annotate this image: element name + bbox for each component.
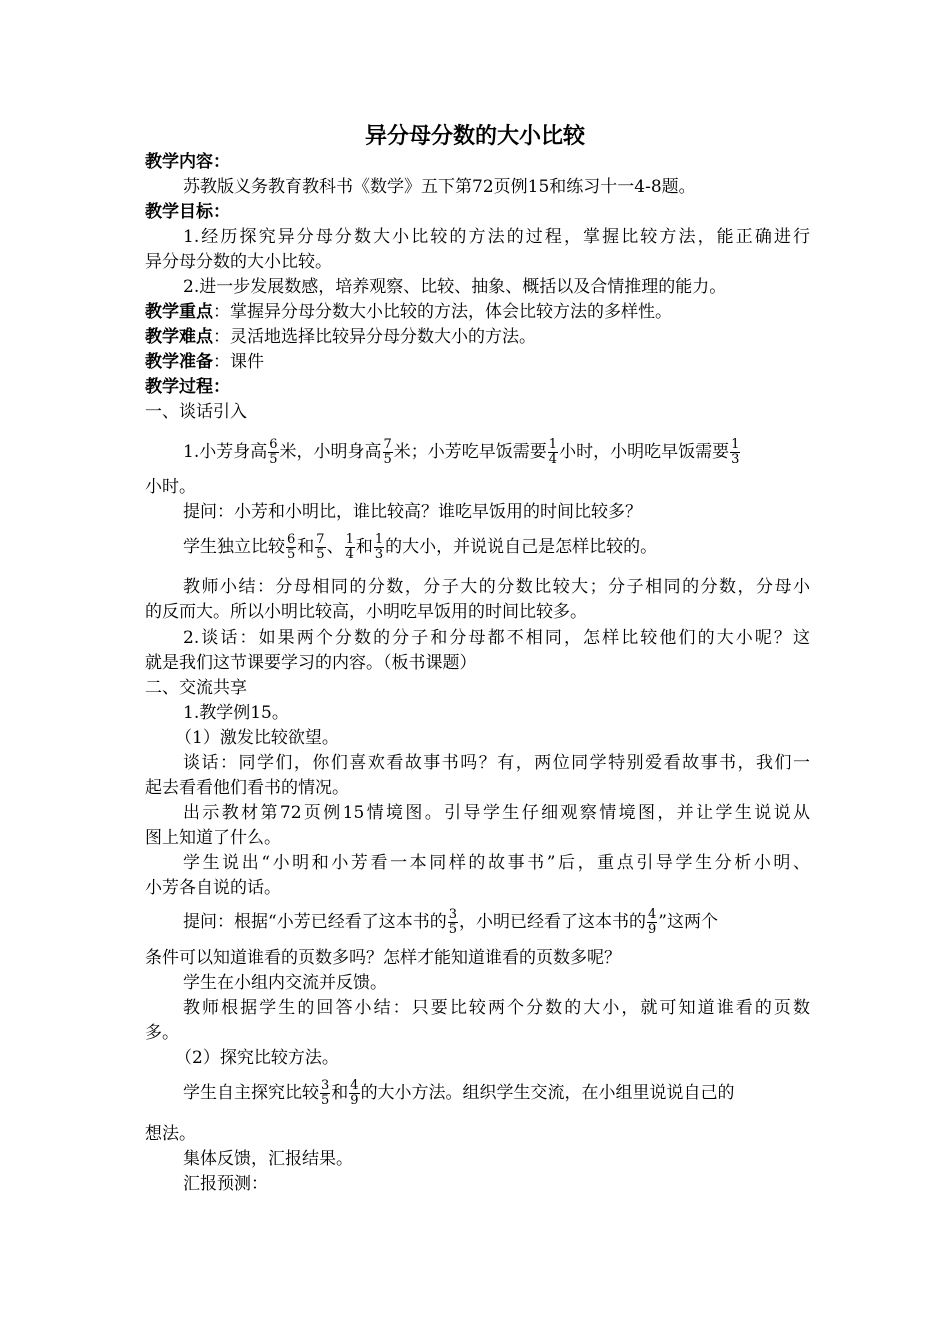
text-span: 和 xyxy=(355,537,373,557)
denominator: 5 xyxy=(269,452,278,467)
preparation-text: ：课件 xyxy=(213,352,264,372)
talk-line-1: 2.谈话：如果两个分数的分子和分母都不相同，怎样比较他们的大小呢？这 xyxy=(183,628,810,648)
denominator: 5 xyxy=(316,547,325,562)
text-span: 的大小，并说说自己是怎样比较的。 xyxy=(385,537,658,557)
text-span: 和 xyxy=(331,1083,349,1103)
fraction-1-3 xyxy=(730,438,740,467)
numerator: 6 xyxy=(287,532,296,547)
denominator: 5 xyxy=(383,452,392,467)
denominator: 5 xyxy=(321,1093,330,1108)
explore-line-1 xyxy=(183,1073,810,1113)
fraction-7-5 xyxy=(315,533,325,562)
chat-line-2: 起去看看他们看书的情况。 xyxy=(145,778,349,798)
report-prediction: 汇报预测： xyxy=(183,1174,268,1194)
student-compare xyxy=(183,527,810,567)
text-span: 的大小方法。组织学生交流，在小组里说说自己的 xyxy=(360,1083,735,1103)
key-point-label: 教学重点 xyxy=(145,302,213,322)
text-span: 提问：根据“小芳已经看了这本书的 xyxy=(183,912,447,932)
key-point-text: ：掌握异分母分数大小比较的方法，体会比较方法的多样性。 xyxy=(213,302,672,322)
show-line-1: 出示教材第72页例15情境图。引导学生仔细观察情境图，并让学生说说从 xyxy=(183,803,810,823)
key-point xyxy=(145,300,810,324)
intro-paragraph-1-line-2: 小时。 xyxy=(145,477,196,497)
content-text: 苏教版义务教育教科书《数学》五下第72页例15和练习十一4-8题。 xyxy=(183,177,696,197)
section-1-title: 一、谈话引入 xyxy=(145,402,247,422)
fraction-1-3 xyxy=(374,533,384,562)
section-2-title: 二、交流共享 xyxy=(145,678,247,698)
text-span: ，小明已经看了这本书的 xyxy=(458,912,646,932)
teacher-summary-2-line-2: 多。 xyxy=(145,1023,179,1043)
fraction-1-4 xyxy=(345,533,355,562)
chat-line-1: 谈话：同学们，你们喜欢看故事书吗？有，两位同学特别爱看故事书，我们一 xyxy=(183,753,810,773)
teacher-summary-line-2: 的反而大。所以小明比较高，小明吃早饭用的时间比较多。 xyxy=(145,602,587,622)
say-line-2: 小芳各自说的话。 xyxy=(145,878,281,898)
fraction-7-5 xyxy=(383,438,393,467)
denominator: 5 xyxy=(287,547,296,562)
numerator: 1 xyxy=(548,437,558,452)
numerator: 4 xyxy=(350,1078,359,1093)
numerator: 3 xyxy=(321,1078,330,1093)
fraction-6-5 xyxy=(286,533,296,562)
group-exchange: 学生在小组内交流并反馈。 xyxy=(183,973,387,993)
text-span: 学生独立比较 xyxy=(183,537,285,557)
fraction-1-4 xyxy=(548,438,558,467)
teacher-summary-line-1: 教师小结：分母相同的分数，分子大的分数比较大；分子相同的分数，分母小 xyxy=(183,577,810,597)
numerator: 7 xyxy=(316,532,325,547)
goal-2: 2.进一步发展数感，培养观察、比较、抽象、概括以及合情推理的能力。 xyxy=(183,277,727,297)
denominator: 5 xyxy=(448,922,457,937)
show-line-2: 图上知道了什么。 xyxy=(145,828,281,848)
text-span: 米，小明身高 xyxy=(279,442,382,462)
numerator: 1 xyxy=(731,437,740,452)
text-span: 、 xyxy=(326,537,344,557)
say-line-1: 学生说出“小明和小芳看一本同样的故事书”后，重点引导学生分析小明、 xyxy=(183,853,810,873)
explore-line-2: 想法。 xyxy=(145,1124,196,1144)
difficulty-text: ：灵活地选择比较异分母分数大小的方法。 xyxy=(213,327,536,347)
example-15: 1.教学例15。 xyxy=(183,703,289,723)
preparation-label: 教学准备 xyxy=(145,352,213,372)
numerator: 4 xyxy=(647,907,657,922)
text-span: 学生自主探究比较 xyxy=(183,1083,319,1103)
difficulty-label: 教学难点 xyxy=(145,327,213,347)
text-span: 和 xyxy=(297,537,315,557)
preparation xyxy=(145,350,810,374)
process-heading: 教学过程： xyxy=(145,377,230,397)
numerator: 6 xyxy=(269,437,278,452)
numerator: 3 xyxy=(448,907,457,922)
ask-line-1 xyxy=(183,902,810,942)
intro-paragraph-1-line-1 xyxy=(183,432,810,472)
text-span: 米；小芳吃早饭需要 xyxy=(393,442,547,462)
sub-step-2: （2）探究比较方法。 xyxy=(175,1048,339,1068)
denominator: 9 xyxy=(647,922,657,937)
fraction-4-9 xyxy=(349,1079,359,1108)
denominator: 3 xyxy=(374,547,384,562)
denominator: 3 xyxy=(731,452,740,467)
fraction-4-9 xyxy=(647,908,657,937)
text-span: 小时，小明吃早饭需要 xyxy=(559,442,730,462)
document-title: 异分母分数的大小比较 xyxy=(364,124,585,149)
ask-line-2: 条件可以知道谁看的页数多吗？怎样才能知道谁看的页数多呢？ xyxy=(145,948,621,968)
denominator: 4 xyxy=(548,452,558,467)
goal-1-line-1: 1.经历探究异分母分数大小比较的方法的过程，掌握比较方法，能正确进行 xyxy=(183,227,810,247)
fraction-3-5 xyxy=(320,1079,330,1108)
goal-1-line-2: 异分母分数的大小比较。 xyxy=(145,252,332,272)
denominator: 9 xyxy=(350,1093,359,1108)
talk-line-2: 就是我们这节课要学习的内容。（板书课题） xyxy=(145,653,477,673)
text-span: ”这两个 xyxy=(658,912,718,932)
numerator: 1 xyxy=(345,532,354,547)
question-1: 提问：小芳和小明比，谁比较高？谁吃早饭用的时间比较多？ xyxy=(183,502,642,522)
difficulty xyxy=(145,325,810,349)
fraction-3-5 xyxy=(448,908,458,937)
sub-step-1: （1）激发比较欲望。 xyxy=(175,728,339,748)
fraction-6-5 xyxy=(268,438,278,467)
numerator: 7 xyxy=(383,437,392,452)
numerator: 1 xyxy=(374,532,384,547)
collective-feedback: 集体反馈，汇报结果。 xyxy=(183,1149,353,1169)
text-span: 1.小芳身高 xyxy=(183,442,268,462)
denominator: 4 xyxy=(345,547,354,562)
teacher-summary-2-line-1: 教师根据学生的回答小结：只要比较两个分数的大小，就可知道谁看的页数 xyxy=(183,998,810,1018)
goals-heading: 教学目标： xyxy=(145,202,230,222)
content-heading: 教学内容： xyxy=(145,152,230,172)
